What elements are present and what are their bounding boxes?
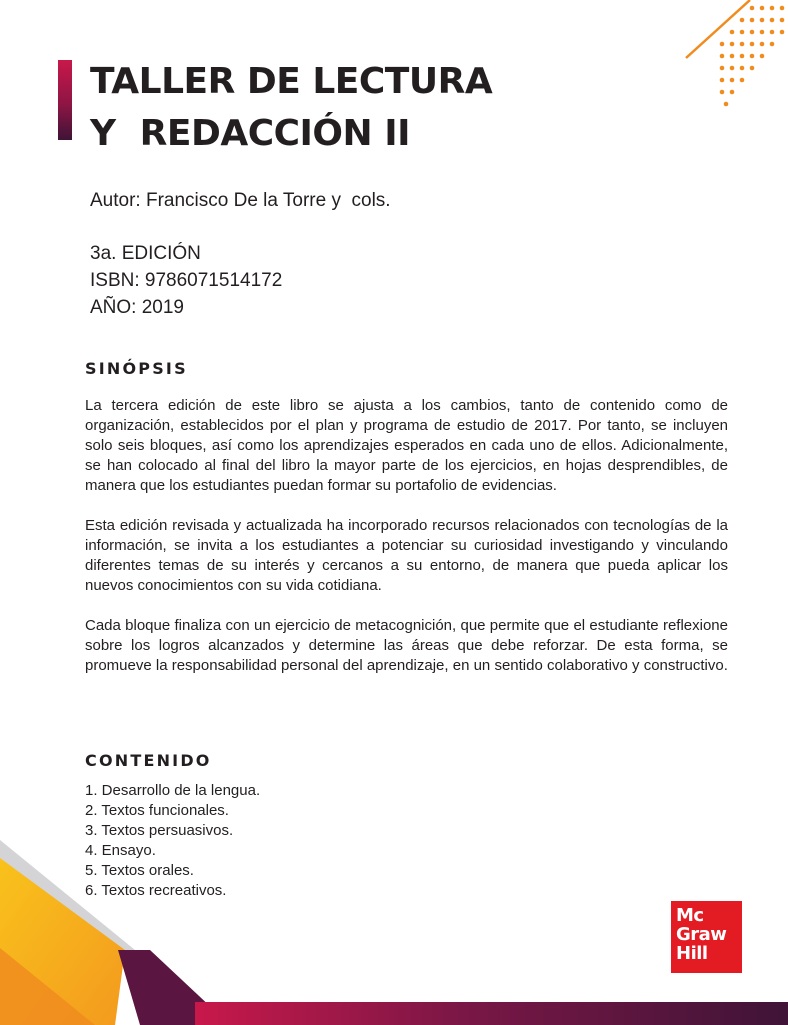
logo-text-line: Hill (676, 943, 708, 964)
dot-mark (780, 6, 785, 11)
synopsis-body (85, 396, 728, 696)
dot-mark (760, 6, 765, 11)
dot-mark (740, 54, 745, 59)
dot-mark (730, 66, 735, 71)
list-item: 4. Ensayo. (85, 842, 156, 859)
edition-text: 3a. EDICIÓN (90, 243, 201, 264)
dot-mark (760, 18, 765, 23)
mcgraw-hill-logo (671, 901, 742, 973)
synopsis-heading: SINÓPSIS (85, 359, 188, 378)
year-text: AÑO: 2019 (90, 297, 184, 318)
list-item: 6. Textos recreativos. (85, 882, 227, 899)
dot-mark (720, 66, 725, 71)
dot-mark (724, 102, 729, 107)
dot-mark (740, 66, 745, 71)
synopsis-paragraph: Cada bloque finaliza con un ejercicio de metacognición, que permite que el estudiante reflexione sobre los logros alcanzados y determine las áreas que debe reforzar. De esta forma, se promueve la responsabilidad personal del aprendizaje, en un sentido colaborativo y constructivo. (85, 617, 728, 674)
synopsis-paragraph: Esta edición revisada y actualizada ha incorporado recursos relacionados con tecnologías de la información, se invita a los estudiantes a potenciar su curiosidad investigando y vinculando diferentes temas de su interés y cercanos a su entorno, de manera que pueda aplicar los nuevos conocimientos con su vida cotidiana. (85, 517, 728, 594)
dot-mark (750, 54, 755, 59)
dot-mark (730, 78, 735, 83)
dot-mark (750, 42, 755, 47)
dot-mark (750, 66, 755, 71)
book-title-line-2: Y REDACCIÓN II (90, 113, 410, 154)
dot-mark (720, 42, 725, 47)
dot-mark (770, 6, 775, 11)
dot-mark (740, 78, 745, 83)
dots-pattern-graphic (680, 0, 788, 120)
dot-mark (730, 90, 735, 95)
dot-mark (770, 18, 775, 23)
list-item: 5. Textos orales. (85, 862, 194, 879)
dot-mark (740, 30, 745, 35)
logo-text-line: Graw (676, 924, 727, 945)
dot-mark (740, 18, 745, 23)
list-item: 1. Desarrollo de la lengua. (85, 782, 261, 799)
synopsis-paragraph: La tercera edición de este libro se ajusta a los cambios, tanto de contenido como de organización, establecidos por el plan y programa de estudio de 2017. Por tanto, se incluyen solo seis bloques, así como los aprendizajes esperados en cada uno de ellos. Adicionalmente, se han colocado al final del libro la mayor parte de los ejercicios, en hojas desprendibles, de manera que los estudiantes puedan formar su portafolio de evidencias. (85, 397, 728, 494)
dot-mark (760, 30, 765, 35)
author-text: Autor: Francisco De la Torre y cols. (90, 190, 391, 211)
dot-mark (740, 42, 745, 47)
dot-mark (720, 90, 725, 95)
dot-mark (730, 30, 735, 35)
title-accent-bar (58, 60, 72, 140)
dot-mark (770, 42, 775, 47)
list-item: 2. Textos funcionales. (85, 802, 229, 819)
dot-mark (760, 42, 765, 47)
dot-mark (730, 54, 735, 59)
dot-mark (770, 30, 775, 35)
dot-mark (730, 42, 735, 47)
corner-triangles-graphic (0, 830, 788, 1025)
dot-mark (780, 18, 785, 23)
isbn-text: ISBN: 9786071514172 (90, 270, 283, 291)
dot-mark (750, 6, 755, 11)
book-title-line-1: TALLER DE LECTURA (90, 61, 493, 102)
dot-mark (720, 78, 725, 83)
list-item: 3. Textos persuasivos. (85, 822, 234, 839)
dot-mark (750, 18, 755, 23)
contents-heading: CONTENIDO (85, 751, 212, 770)
logo-text-line: Mc (676, 905, 704, 926)
book-title (90, 56, 492, 160)
dot-mark (720, 54, 725, 59)
dot-mark (780, 30, 785, 35)
dot-mark (750, 30, 755, 35)
dot-mark (760, 54, 765, 59)
